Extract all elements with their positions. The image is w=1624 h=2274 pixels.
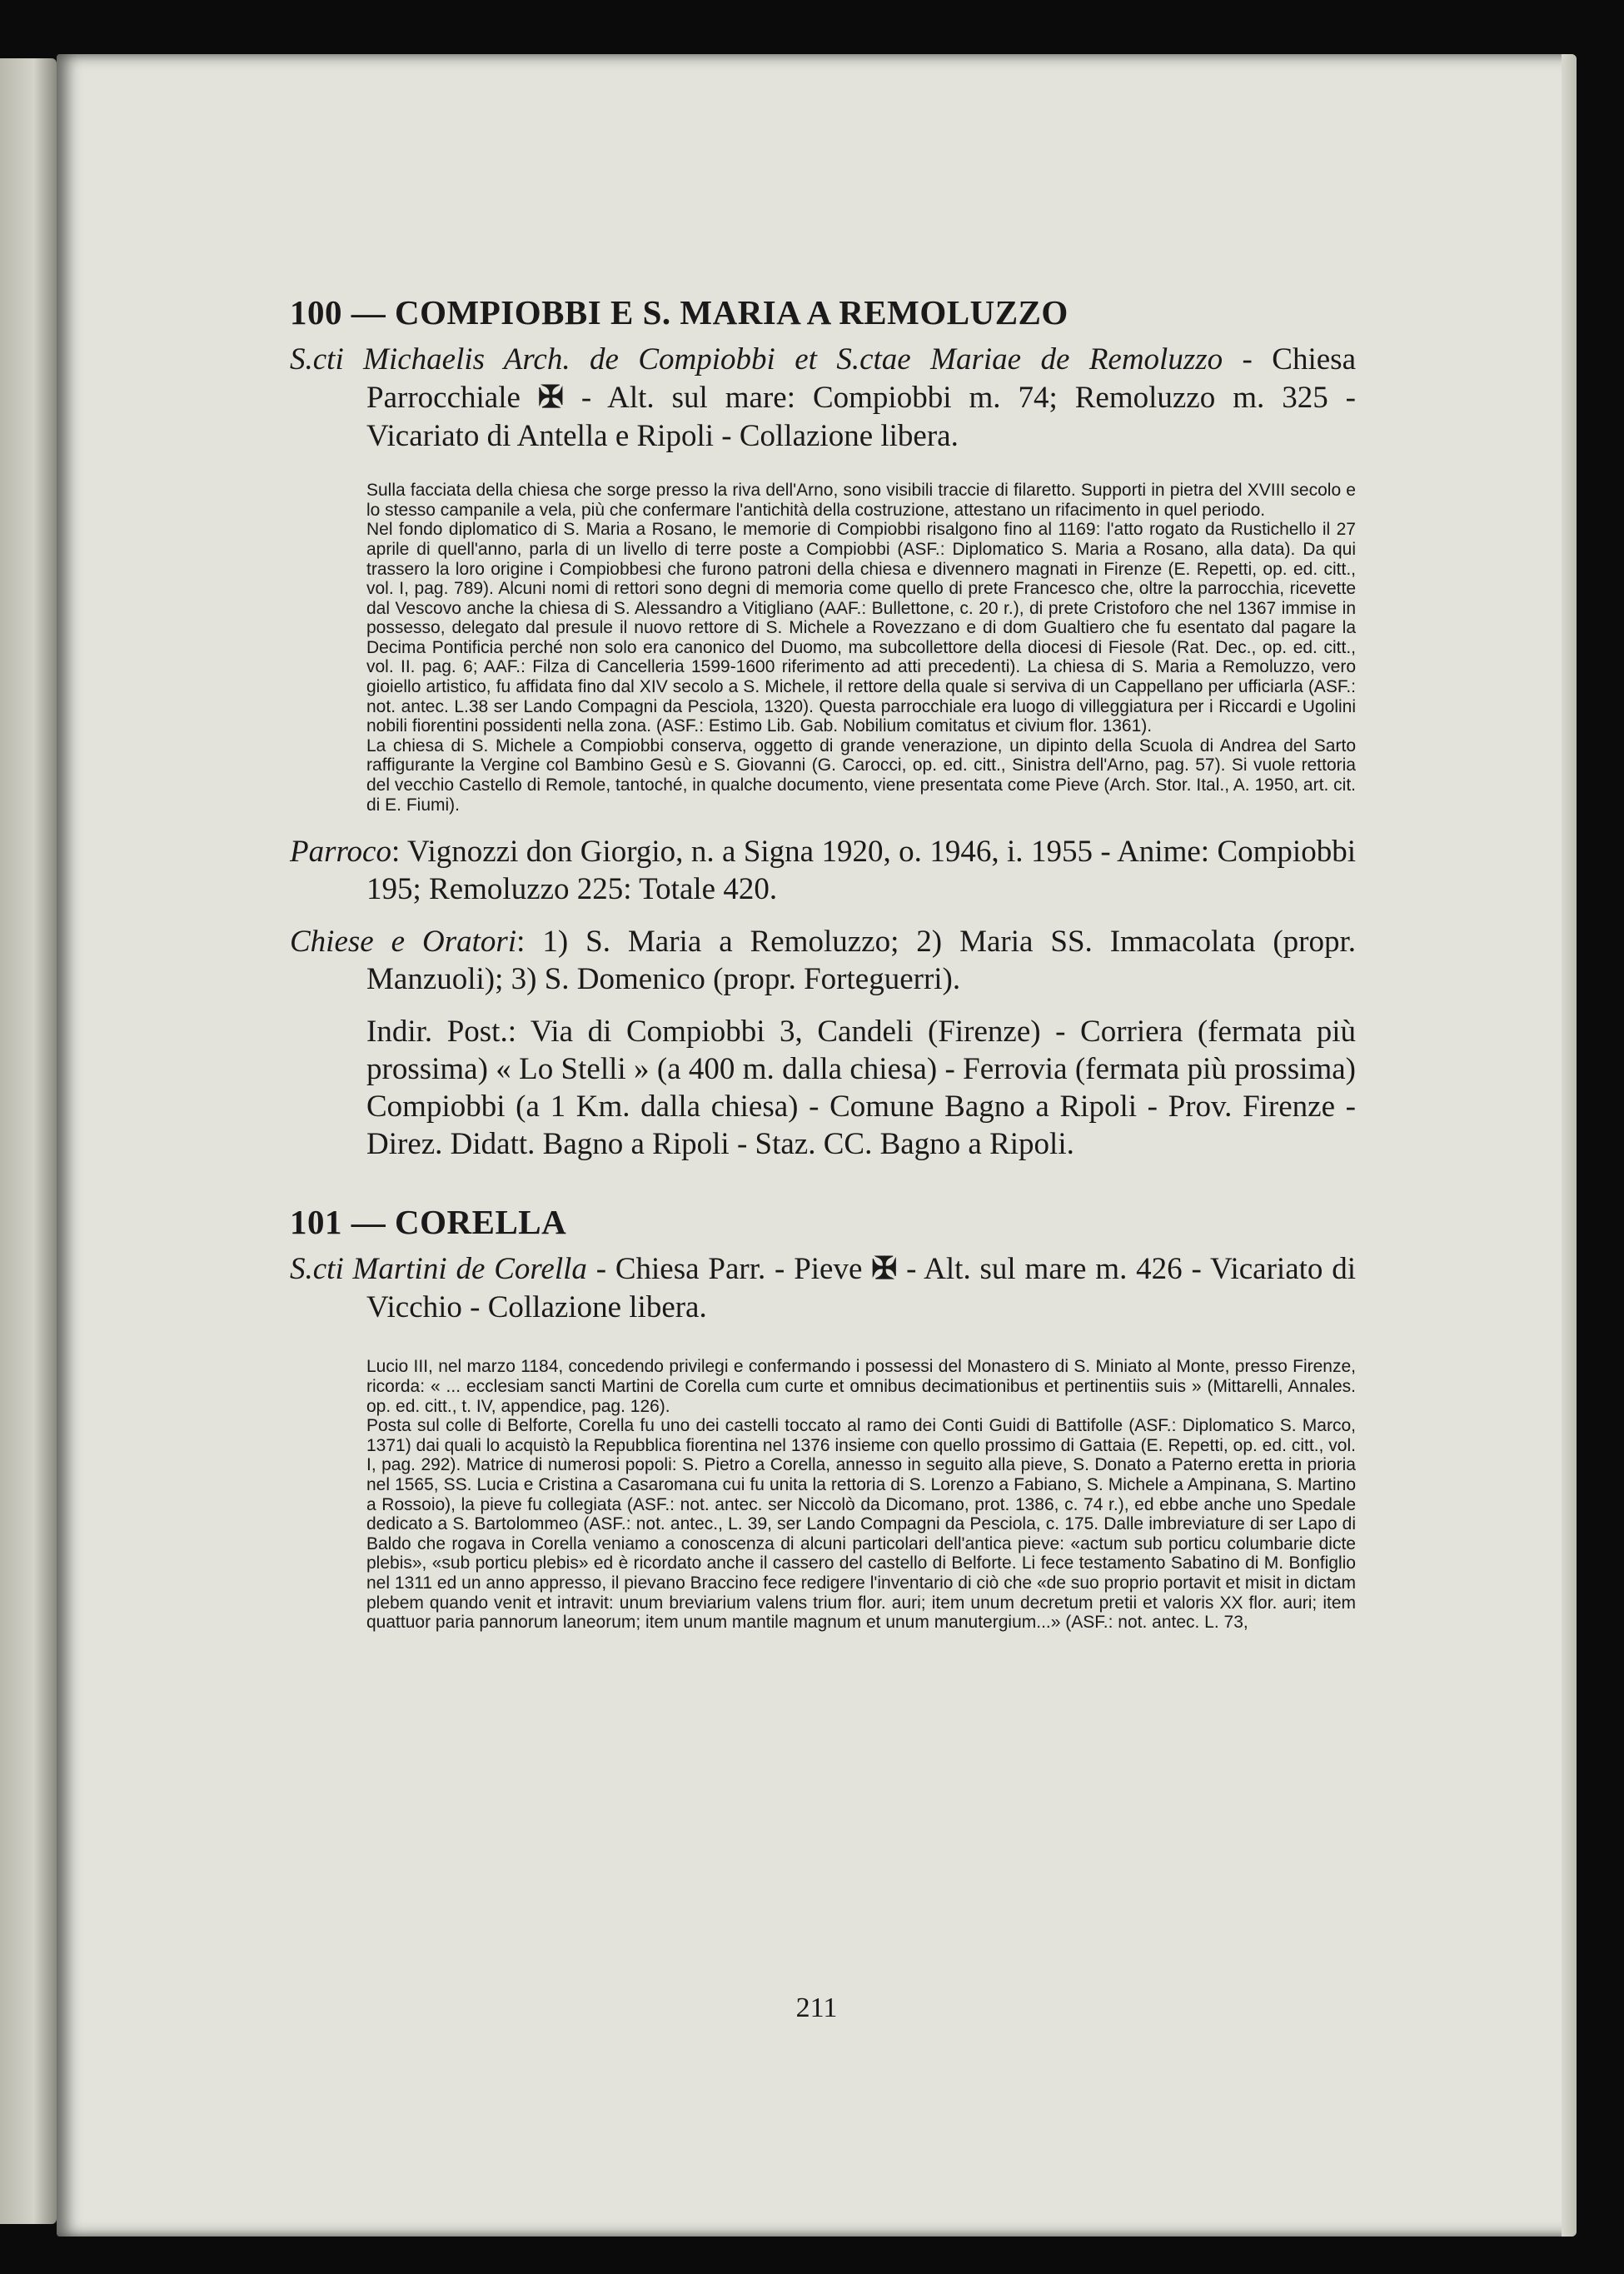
chiese-text: : 1) S. Maria a Remoluzzo; 2) Maria SS. Immacolata (propr. Manzuoli); 3) S. Domenico (propr. Forteguerri). xyxy=(366,925,1356,997)
notes-paragraph: La chiesa di S. Michele a Compiobbi conserva, oggetto di grande venerazione, un dipinto della Scuola di Andrea del Sarto raffigurante la Vergine col Bambino Gesù e S. Giovanni (G. Carocci, op. ed. citt., Sinistra dell'Arno, pag. 57). Si vuole rettoria del vecchio Castello di Remole, tantoché, in qualche documento, viene presentata come Pieve (Arch. Stor. Ital., A. 1950, art. cit. di E. Fiumi). xyxy=(366,736,1356,815)
chiese-label: Chiese e Oratori xyxy=(290,925,517,960)
dedication-text-a: - Chiesa Parr. - Pieve xyxy=(586,1252,872,1287)
dedication-text-b: - Alt. sul mare m. 426 - Vicariato di Vicchio - Collazione libera. xyxy=(366,1252,1356,1325)
dedication-latin: S.cti Martini de Corella xyxy=(290,1252,587,1287)
previous-page-edge xyxy=(0,58,57,2224)
notes-paragraph: Sulla facciata della chiesa che sorge presso la riva dell'Arno, sono visibili traccie di filaretto. Supporti in pietra del XVIII secolo e lo stesso campanile a vela, più che confermare l'antichità della costruzione, attestano un rifacimento in quel periodo. xyxy=(366,481,1356,520)
entry-heading: 101 — CORELLA xyxy=(290,1203,567,1242)
dedication-text-a: - Chiesa Parrocchiale xyxy=(366,342,1356,416)
notes-paragraph: Nel fondo diplomatico di S. Maria a Rosano, le memorie di Compiobbi risalgono fino al 1169: l'atto rogato da Rustichello il 27 aprile di quell'anno, parla di un livello di terre poste a Compiobbi (ASF.: Diplomatico S. Maria a Rosano, alla data). Da qui trassero la loro origine i Compiobbesi che furono patroni della chiesa e divennero magnati in Firenze (E. Repetti, op. ed. citt., vol. I, pag. 789). Alcuni nomi di rettori sono degni di memoria come quello di prete Francesco che, oltre la parrocchia, ricevette dal Vescovo anche la chiesa di S. Alessandro a Vitigliano (AAF.: Bullettone, c. 20 r.), di prete Cristoforo che nel 1367 immise in possesso, delegato dal presule il nuovo rettore di S. Michele a Rovezzano e di dom Gualtiero che fu esentato dal pagare la Decima Pontificia perché non solo era canonico del Duomo, ma subcollettore della diocesi di Fiesole (Rat. Dec., op. ed. citt., vol. II. pag. 6; AAF.: Filza di Cancelleria 1599-1600 riferimento ad atti precedenti). La chiesa di S. Maria a Remoluzzo, vero gioiello artistico, fu affidata fino dal XIV secolo a S. Michele, il rettore della quale si serviva di un Cappellano per ufficiarla (ASF.: not. antec. L.38 ser Lando Compagni da Pesciola, 1320). Questa parrocchiale era luogo di villeggiatura per i Riccardi e Ugolini nobili fiorentini possidenti nella zona. (ASF.: Estimo Lib. Gab. Nobilium comitatus et civium flor. 1361). xyxy=(366,520,1356,736)
entry-100 xyxy=(290,293,1356,1163)
notes-paragraph: Posta sul colle di Belforte, Corella fu uno dei castelli toccato al ramo dei Conti Guidi di Battifolle (ASF.: Diplomatico S. Marco, 1371) dai quali lo acquistò la Repubblica fiorentina nel 1376 insieme con quello prossimo di Gattaia (E. Repetti, op. ed. citt., vol. I, pag. 292). Matrice di numerosi popoli: S. Pietro a Corella, annesso in seguito alla pieve, S. Donato a Paterno eretta in prioria nel 1565, SS. Lucia e Cristina a Casaromana cui fu unita la rettoria di S. Lorenzo a Fabiano, S. Michele a Ampinana, S. Martino a Rossoio), la pieve fu collegiata (ASF.: not. antec. ser Niccolò da Dicomano, prot. 1386, c. 74 r.), ed ebbe anche uno Spedale dedicato a S. Bartolommeo (ASF.: not. antec., L. 39, ser Lando Compagni da Pesciola, c. 175. Dalle imbreviature di ser Lapo di Baldo che rogava in Corella veniamo a conoscenza di alcuni particolari dell'antica pieve: «actum sub porticu columbarie dicte plebis», «sub porticu plebis» ed è ricordato anche il cassero del castello di Belforte. Li fece testamento Sabatino di M. Bonfiglio nel 1311 ed un anno appresso, il pievano Braccino fece redigere l'inventario di ciò che «de suo proprio portavit et misit in dictam plebem quando venit et intravit: unum breviarium valens trium flor. auri; item unum decretum pretii et valoris XX flor. auri; item quattuor paria pannorum laneorum; item unum mantile magnum et unum manutergium...» (ASF.: not. antec. L. 73, xyxy=(366,1416,1356,1633)
parroco-line xyxy=(290,833,1356,908)
page-content xyxy=(290,293,1356,1651)
entry-dedication xyxy=(290,1250,1356,1327)
page-right-edge xyxy=(1562,54,1577,2237)
maltese-cross-icon: ✠ xyxy=(537,381,564,416)
page-number: 211 xyxy=(795,1992,838,2023)
postal-address: Indir. Post.: Via di Compiobbi 3, Candeli (Firenze) - Corriera (fermata più prossima) « Lo Stelli » (a 400 m. dalla chiesa) - Ferrovia (fermata più prossima) Compiobbi (a 1 Km. dalla chiesa) - Comune Bagno a Ripoli - Prov. Firenze - Direz. Didatt. Bagno a Ripoli - Staz. CC. Bagno a Ripoli. xyxy=(366,1015,1356,1162)
maltese-cross-icon: ✠ xyxy=(871,1252,898,1287)
entry-101 xyxy=(290,1203,1356,1632)
entry-dedication xyxy=(290,341,1356,456)
historical-notes xyxy=(290,1357,1356,1632)
historical-notes xyxy=(290,481,1356,815)
notes-paragraph: Lucio III, nel marzo 1184, concedendo privilegi e confermando i possessi del Monastero di S. Miniato al Monte, presso Firenze, ricorda: « ... ecclesiam sancti Martini de Corella cum curte et omnibus decimationibus et pertinentiis suis » (Mittarelli, Annales. op. ed. citt., t. IV, appendice, pag. 126). xyxy=(366,1357,1356,1416)
book-page xyxy=(57,54,1577,2237)
entry-heading: 100 — COMPIOBBI E S. MARIA A REMOLUZZO xyxy=(290,293,1069,332)
dedication-latin: S.cti Michaelis Arch. de Compiobbi et S.ctae Mariae de Remoluzzo xyxy=(290,342,1223,377)
chiese-line xyxy=(290,923,1356,998)
parroco-label: Parroco xyxy=(290,835,391,870)
parroco-text: : Vignozzi don Giorgio, n. a Signa 1920, o. 1946, i. 1955 - Anime: Compiobbi 195; Remoluzzo 225: Totale 420. xyxy=(366,835,1356,907)
dedication-text-b: - Alt. sul mare: Compiobbi m. 74; Remoluzzo m. 325 - Vicariato di Antella e Ripoli - Collazione libera. xyxy=(366,381,1356,454)
